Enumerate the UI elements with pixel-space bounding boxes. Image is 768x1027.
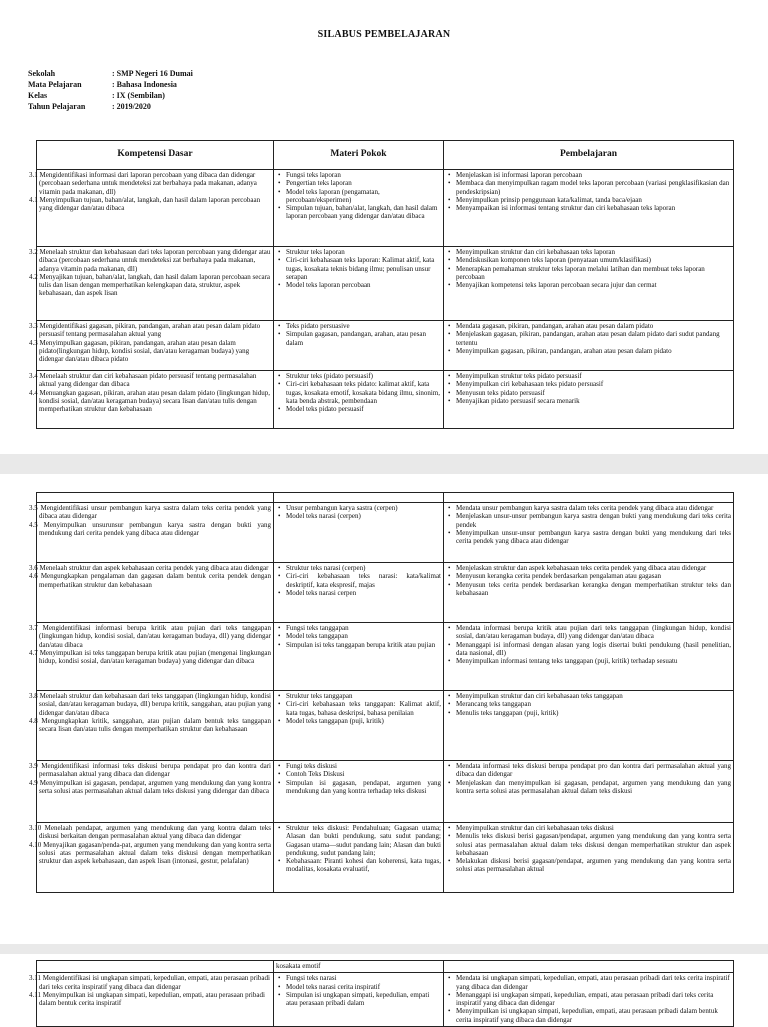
pembelajaran-item: • Menyimpulkan informasi tentang teks tanggapan (puji, kritik) terhadap sesuatu [456, 657, 731, 665]
pembelajaran-item: • Mendata unsur pembangun karya sastra dalam teks cerita pendek yang dibaca atau didengar [456, 504, 731, 512]
pembelajaran-item: • Mendata informasi berupa kritik atau pujian dari teks tanggapan (lingkungan hidup, kondisi sosial, dan/atau keragaman budaya, dll) yang didengar dan/atau dibaca [456, 624, 731, 641]
syllabus-row [37, 563, 734, 623]
pembelajaran-item: • Menjelaskan unsur-unsur pembangun karya sastra dengan bukti yang mendukung dari teks cerita pendek [456, 512, 731, 529]
identity-value: : SMP Negeri 16 Dumai [112, 69, 193, 78]
pembelajaran-cell [444, 170, 734, 247]
kompetensi-dasar-cell [29, 973, 274, 1027]
kd-item: 3.1 Mengidentifikasi informasi dari laporan percobaan yang dibaca dan didengar (percobaan sederhana untuk mendeteksi zat berbahaya pada makanan, adanya vitamin pada makanan, dll) [29, 171, 257, 196]
pembelajaran-item: • Menyimpulkan gagasan, pikiran, pandangan, arahan atau pesan dalam pidato [456, 347, 731, 355]
materi-item: • Struktur teks narasi (cerpen) [286, 564, 441, 572]
pembelajaran-cell [444, 623, 734, 691]
document-page-1 [0, 0, 768, 454]
identity-key: Kelas [28, 91, 48, 100]
materi-item: • Ciri-ciri kebahasaan teks laporan: Kalimat aktif, kata tugas, kosakata teknis bidang ilmu; penulisan unsur serapan [286, 256, 441, 281]
materi-item: • Teks pidato persuasive [286, 322, 441, 330]
kd-item: 3.7 Mengidentifikasi informasi berupa kritik atau pujian dari teks tanggapan (lingkungan hidup, kondisi sosial, dan/atau keragaman budaya, dll) yang didengar dan/atau dibaca [29, 624, 271, 649]
materi-item: • Model teks tanggapan [286, 632, 441, 640]
pembelajaran-cell [444, 973, 734, 1027]
materi-item: • Model teks tanggapan (puji, kritik) [286, 717, 441, 725]
kd-item: 4.3 Menyimpulkan gagasan, pikiran, pandangan, arahan atau pesan dalam pidato(lingkungan hidup, kondisi sosial, dan/atau keragaman budaya) yang didengar dan/atau dibaca pidato [29, 338, 250, 364]
materi-pokok-cell [274, 563, 444, 623]
materi-item: • Model teks narasi (cerpen) [286, 512, 441, 520]
pembelajaran-item: • Menanggapi isi informasi dengan alasan yang logis disertai bukti pendukung (hasil penelitian, data nasional, dll) [456, 641, 731, 658]
pembelajaran-item: • Menyimpulkan ciri kebahasaan teks pidato persuasif [456, 380, 731, 388]
pembelajaran-cell [444, 563, 734, 623]
kompetensi-dasar-cell [29, 247, 274, 321]
header-kompetensi-dasar: Kompetensi Dasar [37, 141, 274, 170]
header-materi-pokok: Materi Pokok [274, 141, 444, 170]
pembelajaran-item: • Menyajikan pidato persuasif secara menarik [456, 397, 731, 405]
materi-item: • Model teks narasi cerpen [286, 589, 441, 597]
pembelajaran-item: • Menerapkan pemahaman struktur teks laporan melalui latihan dan membuat teks laporan percobaan [456, 265, 731, 282]
pembelajaran-item: • Menjelaskan struktur dan aspek kebahasaan teks cerita pendek yang dibaca atau didengar [456, 564, 731, 572]
identity-row [28, 68, 193, 79]
materi-item: • Struktur teks diskusi: Pendahuluan; Gagasan utama; Alasan dan bukti pendukung, satu sudut pandang; Gagasan utama—sudut pandang lain; Alasan dan bukti pendukung, sudut pandang lain; [286, 824, 441, 857]
materi-pokok-cell [274, 823, 444, 893]
materi-item: • Ciri-ciri kebahasaan teks narasi: kata/kalimat deskriptif, kata ekspresif, majas [286, 572, 441, 589]
pembelajaran-cell [444, 247, 734, 321]
materi-item: • Simpulan gagasan, pandangan, arahan, atau pesan dalam [286, 330, 441, 347]
syllabus-row [37, 170, 734, 247]
pembelajaran-item: • Mendata informasi teks diskusi berupa pendapat pro dan kontra dari permasalahan aktual yang dibaca dan didengar [456, 762, 731, 779]
pembelajaran-item: • Menyimpulkan unsur-unsur pembangun karya sastra dengan bukti yang mendukung dari teks cerita pendek yang dibaca atau didengar [456, 529, 731, 546]
syllabus-table-page3 [29, 960, 734, 1027]
syllabus-row [37, 247, 734, 321]
syllabus-row [37, 691, 734, 761]
kompetensi-dasar-cell [29, 563, 274, 623]
materi-item: • Simpulan tujuan, bahan/alat, langkah, dan hasil dalam laporan percobaan yang didengar dan/atau dibaca [286, 204, 441, 221]
identity-row [28, 101, 193, 112]
kompetensi-dasar-cell [29, 321, 274, 371]
pembelajaran-cell [444, 371, 734, 429]
kd-item: 3.5 Mengidentifikasi unsur pembangun karya sastra dalam teks cerita pendek yang dibaca atau didengar [29, 504, 271, 521]
kd-item: 3.6 Menelaah struktur dan aspek kebahasaan cerita pendek yang dibaca atau didengar [29, 564, 269, 572]
materi-item: • Model teks narasi cerita inspiratif [286, 983, 441, 991]
materi-pokok-cell [274, 973, 444, 1027]
kompetensi-dasar-cell [29, 691, 274, 761]
materi-item: • Pengertian teks laporan [286, 179, 441, 187]
materi-item: • Unsur pembangun karya sastra (cerpen) [286, 504, 441, 512]
materi-item: • Contoh Teks Diskusi [286, 770, 441, 778]
pembelajaran-item: • Menyimpulkan struktur teks pidato persuasif [456, 372, 731, 380]
identity-value: : Bahasa Indonesia [112, 80, 177, 89]
pembelajaran-item: • Mendata isi ungkapan simpati, kepedulian, empati, atau perasaan pribadi dari teks cerita inspiratif yang dibaca dan didengar [456, 974, 731, 991]
kd-item: 4.2 Menyajikan tujuan, bahan/alat, langkah, dan hasil dalam laporan percobaan secara tulis dan lisan dengan memperhatikan kelengkapan data, struktur, aspek kebahasaan, dan aspek lisan [29, 272, 271, 298]
pembelajaran-item: • Merancang teks tanggapan [456, 700, 731, 708]
syllabus-row [37, 371, 734, 429]
pembelajaran-cell [444, 691, 734, 761]
kd-item: 3.10 Menelaah pendapat, argumen yang mendukung dan yang kontra dalam teks diskusi berkaitan dengan permasalahan aktual yang dibaca dan didengar [29, 824, 271, 841]
kompetensi-dasar-cell [29, 503, 274, 563]
pembelajaran-cell [444, 503, 734, 563]
document-page-3 [0, 954, 768, 1024]
pembelajaran-item: • Menulis teks tanggapan (puji, kritik) [456, 709, 731, 717]
materi-item: • Model teks laporan percobaan [286, 281, 441, 289]
pembelajaran-cell [444, 761, 734, 823]
pembelajaran-item: • Mendiskusikan komponen teks laporan (penyataan umum/klasifikasi) [456, 256, 731, 264]
identity-row [28, 79, 193, 90]
identity-row [28, 90, 193, 101]
materi-pokok-cell [274, 691, 444, 761]
kd-item: 3.9 Mengidentifikasi informasi teks diskusi berupa pendapat pro dan kontra dari permasalahan aktual yang dibaca dan didengar [29, 762, 271, 779]
pembelajaran-item: • Mendata gagasan, pikiran, pandangan, arahan atau pesan dalam pidato [456, 322, 731, 330]
syllabus-row [37, 823, 734, 893]
pembelajaran-cell [444, 823, 734, 893]
materi-pokok-cell [274, 170, 444, 247]
syllabus-row [37, 503, 734, 563]
kd-item: 3.11 Mengidentifikasi isi ungkapan simpati, kepedulian, empati, atau perasaan pribadi dari teks cerita inspiratif yang dibaca dan didengar [29, 974, 270, 991]
materi-item: • Fungsi teks narasi [286, 974, 441, 982]
materi-pokok-cell [274, 623, 444, 691]
syllabus-row [37, 761, 734, 823]
materi-item: • Fungi teks diskusi [286, 762, 441, 770]
pembelajaran-item: • Menjelaskan isi informasi laporan percobaan [456, 171, 731, 179]
materi-item: • Model teks pidato persuasif [286, 405, 441, 413]
pembelajaran-item: • Menyusun teks pidato persuasif [456, 389, 731, 397]
materi-item: • Ciri-ciri kebahasaan teks tanggapan: Kalimat aktif, kata tugas, bahasa deskripsi, bahasa penilaian [286, 700, 441, 717]
kd-item: 4.8 Mengungkapkan kritik, sanggahan, atau pujian dalam bentuk teks tanggapan secara lisan dan/atau tulis dengan memperhatikan struktur dan kebahasaan [29, 716, 271, 734]
materi-pokok-cell [274, 371, 444, 429]
syllabus-row [37, 973, 734, 1027]
kd-item: 4.4 Menuangkan gagasan, pikiran, arahan atau pesan dalam pidato (lingkungan hidup, kondisi sosial, dan/atau keragaman budaya) secara lisan dan/atau tulis dengan memperhatikan struktur dan kebahasaan [29, 388, 271, 414]
kompetensi-dasar-cell [29, 623, 274, 691]
pembelajaran-item: • Melakukan diskusi berisi gagasan/pendapat, argumen yang mendukung dan yang kontra serta solusi atas permasalahan aktual [456, 857, 731, 874]
pembelajaran-item: • Menyimpulkan struktur dan ciri kebahasaan teks diskusi [456, 824, 731, 832]
pembelajaran-item: • Menulis teks diskusi berisi gagasan/pendapat, argumen yang mendukung dan yang kontra serta solusi atas permasalahan aktual dalam teks diskusi dengan memperhatikan struktur dan aspek kebahasaan [456, 832, 731, 857]
kd-item: 4.1 Menyimpulkan tujuan, bahan/alat, langkah, dan hasil dalam laporan percobaan yang didengar dan/atau dibaca [29, 195, 261, 213]
header-pembelajaran: Pembelajaran [444, 141, 734, 170]
syllabus-table [29, 140, 734, 429]
identity-key: Tahun Pelajaran [28, 102, 86, 111]
kd-item: 3.4 Menelaah struktur dan ciri kebahasaan pidato persuasif tentang permasalahan aktual yang didengar dan dibaca [29, 372, 257, 389]
kd-item: 4.6 Mengungkapkan pengalaman dan gagasan dalam bentuk cerita pendek dengan memperhatikan struktur dan kebahasaan [29, 572, 271, 589]
syllabus-table-continued [29, 492, 734, 893]
pembelajaran-item: • Menyampaikan isi informasi tentang struktur dan ciri kebahasaan teks laporan [456, 204, 731, 212]
materi-item: • Struktur teks (pidato persuasif) [286, 372, 441, 380]
pembelajaran-item: • Menyimpulkan isi ungkapan simpati, kepedulian, empati, atau perasaan pribadi dalam bentuk cerita inspiratif yang dibaca dan didengar [456, 1007, 731, 1024]
identity-table [28, 68, 193, 112]
document-title: SILABUS PEMBELAJARAN [317, 29, 451, 40]
pembelajaran-item: • Menyimpulkan struktur dan ciri kebahasaan teks laporan [456, 248, 731, 256]
syllabus-row [37, 321, 734, 371]
materi-pokok-cell [274, 761, 444, 823]
identity-key: Mata Pelajaran [28, 80, 82, 89]
kd-item: 4.9 Menyimpulkan isi gagasan, pendapat, argumen yang mendukung dan yang kontra serta solusi atas permasalahan aktual dalam teks diskusi yang didengar dan dibaca [29, 778, 271, 795]
materi-item: • Kebahasaan: Piranti kohesi dan koherensi, kata tugas, modalitas, kosakata evaluatif, [286, 857, 441, 874]
materi-item: • Fungsi teks laporan [286, 171, 441, 179]
kd-item: 3.2 Menelaah struktur dan kebahasaan dari teks laporan percobaan yang didengar atau dibaca (percobaan sederhana untuk mendeteksi zat berbahaya pada makanan, adanya vitamin pada makanan, dll) [29, 248, 271, 273]
pembelajaran-item: • Menjelaskan dan menyimpulkan isi gagasan, pendapat, argumen yang mendukung dan yang kontra serta solusi atas permasalahan aktual dalam teks diskusi [456, 779, 731, 796]
materi-item: • Struktur teks tanggapan [286, 692, 441, 700]
page-gap [0, 454, 768, 474]
identity-value: : 2019/2020 [112, 102, 151, 111]
materi-item: • Model teks laporan (pengamatan, percobaan/eksperimen) [286, 188, 441, 205]
identity-value: : IX (Sembilan) [112, 91, 165, 100]
pembelajaran-item: • Menanggapi isi ungkapan simpati, kepedulian, empati, atau perasaan pribadi dari teks cerita inspiratif yang dibaca dan didengar [456, 991, 731, 1008]
materi-item: • Ciri-ciri kebahasaan teks pidato: kalimat aktif, kata tugas, kosakata emotif, kosakata bidang ilmu, sinonim, kata benda abstrak, pembendaan [286, 380, 441, 405]
page-gap [0, 944, 768, 954]
pembelajaran-item: • Membaca dan menyimpulkan ragam model teks laporan percobaan (variasi pengklasifikasian dan pendeskripsian) [456, 179, 731, 196]
kd-item: 4.11 Menyimpulkan isi ungkapan simpati, kepedulian, empati, atau perasaan pribadi dalam bentuk cerita inspiratif [29, 990, 265, 1008]
kd-item: 3.3 Mengidentifikasi gagasan, pikiran, pandangan, arahan atau pesan dalam pidato persuasif tentang permasalahan aktual yang [29, 322, 261, 339]
kompetensi-dasar-cell [29, 761, 274, 823]
syllabus-row [37, 623, 734, 691]
identity-key: Sekolah [28, 69, 56, 78]
materi-item: • Fungsi teks tanggapan [286, 624, 441, 632]
kd-item: 3.8 Menelaah struktur dan kebahasaan dari teks tanggapan (lingkungan hidup, kondisi sosial, dan/atau keragaman budaya, dll) berupa kritik, sanggahan, atau pujian yang didengar dan/atau dibaca [29, 692, 271, 717]
materi-item: • Simpulan isi ungkapan simpati, kepedulian, empati atau perasaan pribadi dalam [286, 991, 441, 1008]
kd-item: 4.5 Menyimpulkan unsurunsur pembangun karya sastra dengan bukti yang mendukung dari cerita pendek yang dibaca atau didengar [29, 520, 271, 537]
materi-item: • Simpulan isi teks tanggapan berupa kritik atau pujian [286, 641, 441, 649]
pembelajaran-item: • Menyajikan kompetensi teks laporan percobaan secara jujur dan cermat [456, 281, 731, 289]
materi-continuation: kosakata emotif [274, 961, 444, 973]
pembelajaran-item: • Menjelaskan gagasan, pikiran, pandangan, arahan atau pesan dalam pidato dari sudut pandang tertentu [456, 330, 731, 347]
materi-item: • Struktur teks laporan [286, 248, 441, 256]
materi-pokok-cell [274, 503, 444, 563]
document-page-2 [0, 474, 768, 944]
materi-pokok-cell [274, 247, 444, 321]
pembelajaran-item: • Menyimpulkan struktur dan ciri kebahasaan teks tanggapan [456, 692, 731, 700]
pembelajaran-cell [444, 321, 734, 371]
pembelajaran-item: • Menyusun kerangka cerita pendek berdasarkan pengalaman atau gagasan [456, 572, 731, 580]
kd-item: 4.10 Menyajikan gagasan/penda-pat, argumen yang mendukung dan yang kontra serta solusi atas permasalahan aktual dalam teks diskusi dengan memperhatikan struktur dan aspek kebahasaan, dan aspek lisan (intonasi, gestur, pelafalan) [29, 840, 271, 866]
kd-item: 4.7 Menyimpulkan isi teks tanggapan berupa kritik atau pujian (mengenai lingkungan hidup, kondisi sosial, dan/atau keragaman budaya) yang didengar dan dibaca [29, 648, 271, 666]
kompetensi-dasar-cell [29, 371, 274, 429]
pembelajaran-item: • Menyusun teks cerita pendek berdasarkan kerangka dengan memperhatikan struktur teks dan kebahasaan [456, 581, 731, 598]
kompetensi-dasar-cell [29, 170, 274, 247]
materi-item: • Simpulan isi gagasan, pendapat, argumen yang mendukung dan yang kontra terhadap teks diskusi [286, 779, 441, 796]
kompetensi-dasar-cell [29, 823, 274, 893]
pembelajaran-item: • Menyimpulkan prinsip penggunaan kata/kalimat, tanda baca/ejaan [456, 196, 731, 204]
materi-pokok-cell [274, 321, 444, 371]
